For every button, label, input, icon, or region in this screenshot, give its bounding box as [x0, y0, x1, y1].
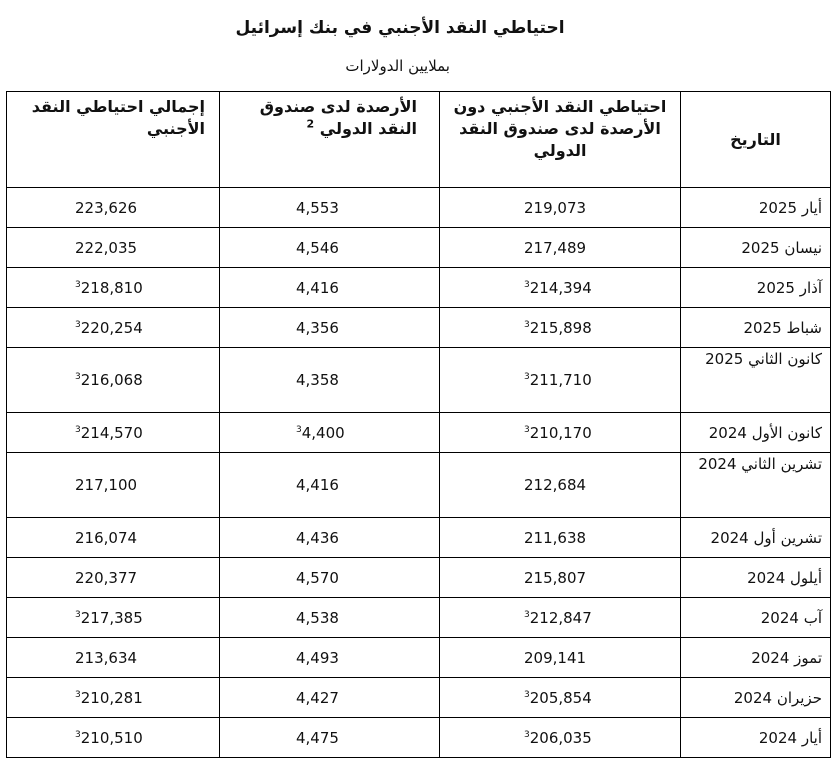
- table-row: [7, 518, 831, 558]
- footnote-marker: 3: [75, 372, 81, 382]
- header-total: إجمالي احتياطي النقد الأجنبي: [7, 92, 220, 188]
- cell-reserves: [440, 308, 681, 348]
- cell-reserves-value: [440, 424, 592, 442]
- cell-total: [7, 188, 220, 228]
- cell-total-value: [7, 609, 143, 627]
- footnote-marker: 3: [75, 609, 81, 620]
- footnote-marker: 3: [75, 319, 81, 330]
- cell-imf-balances-number: 4,416: [296, 278, 339, 297]
- cell-reserves: [440, 718, 681, 758]
- cell-total-value: [7, 476, 137, 494]
- table-row: [7, 308, 831, 348]
- cell-imf-balances: [220, 268, 440, 308]
- table-row: [7, 268, 831, 308]
- cell-total: [7, 518, 220, 558]
- cell-total: [7, 308, 220, 348]
- cell-reserves: [440, 268, 681, 308]
- cell-date: تشرين الثاني 2024: [681, 453, 831, 518]
- cell-date: نيسان 2025: [681, 228, 831, 268]
- cell-date: آب 2024: [681, 598, 831, 638]
- cell-imf-balances-number: 4,570: [296, 568, 339, 587]
- cell-total: [7, 558, 220, 598]
- cell-imf-balances-number: 4,546: [296, 238, 339, 257]
- cell-imf-balances-value: [220, 239, 339, 257]
- cell-imf-balances-number: 4,436: [296, 528, 339, 547]
- cell-imf-balances: [220, 678, 440, 718]
- cell-total-value: [7, 239, 137, 257]
- cell-imf-balances: [220, 413, 440, 453]
- table-row: [7, 228, 831, 268]
- cell-total-value: [7, 279, 143, 297]
- cell-reserves: [440, 348, 681, 413]
- footnote-marker: 3: [524, 372, 530, 382]
- cell-total: [7, 348, 220, 413]
- table-row: [7, 678, 831, 718]
- cell-total: [7, 268, 220, 308]
- cell-imf-balances: [220, 453, 440, 518]
- cell-date: حزيران 2024: [681, 678, 831, 718]
- table-row: [7, 638, 831, 678]
- table-row: [7, 348, 831, 413]
- cell-imf-balances: [220, 518, 440, 558]
- footnote-marker: 3: [524, 609, 530, 620]
- cell-imf-balances-value: [220, 476, 339, 494]
- cell-total-number: 213,634: [75, 648, 138, 667]
- cell-reserves-number: 212,684: [524, 476, 587, 494]
- reserves-table: [6, 91, 831, 758]
- cell-imf-balances: [220, 638, 440, 678]
- cell-reserves-value: [440, 569, 586, 587]
- cell-reserves-value: [440, 476, 586, 494]
- footnote-marker: 3: [296, 424, 302, 435]
- header-date: التاريخ: [681, 92, 831, 188]
- cell-imf-balances: [220, 188, 440, 228]
- cell-reserves: [440, 678, 681, 718]
- cell-imf-balances-number: 4,416: [296, 476, 339, 494]
- cell-total-number: 210,281: [80, 688, 143, 707]
- cell-total-value: [7, 319, 143, 337]
- cell-reserves: [440, 558, 681, 598]
- cell-date: تشرين أول 2024: [681, 518, 831, 558]
- cell-imf-balances-number: 4,475: [296, 728, 339, 747]
- cell-reserves-number: 215,807: [524, 568, 587, 587]
- cell-total-value: [7, 424, 143, 442]
- cell-date: كانون الأول 2024: [681, 413, 831, 453]
- footnote-marker: 3: [524, 689, 530, 700]
- cell-total: [7, 598, 220, 638]
- cell-total-number: 223,626: [75, 198, 138, 217]
- cell-reserves-number: 209,141: [524, 648, 587, 667]
- cell-reserves: [440, 453, 681, 518]
- table-row: [7, 558, 831, 598]
- cell-imf-balances-number: 4,400: [301, 423, 345, 442]
- footnote-marker: 3: [75, 424, 81, 435]
- cell-total-number: 222,035: [75, 238, 138, 257]
- cell-imf-balances-number: 4,538: [296, 608, 339, 627]
- cell-imf-balances-value: [220, 529, 339, 547]
- cell-reserves: [440, 228, 681, 268]
- cell-reserves-value: [440, 371, 592, 389]
- cell-imf-balances-value: [220, 689, 339, 707]
- cell-reserves-number: 217,489: [524, 238, 587, 257]
- cell-total-value: [7, 689, 143, 707]
- cell-reserves-number: 206,035: [529, 728, 592, 747]
- cell-date: أيلول 2024: [681, 558, 831, 598]
- cell-total-value: [7, 569, 137, 587]
- cell-total-number: 216,068: [80, 371, 143, 389]
- table-row: [7, 188, 831, 228]
- cell-reserves-value: [440, 279, 592, 297]
- cell-total: [7, 718, 220, 758]
- cell-reserves: [440, 638, 681, 678]
- cell-total-value: [7, 649, 137, 667]
- cell-reserves: [440, 518, 681, 558]
- cell-reserves-number: 212,847: [529, 608, 592, 627]
- cell-total-value: [7, 529, 137, 547]
- cell-reserves-number: 214,394: [529, 278, 592, 297]
- cell-total: [7, 678, 220, 718]
- footnote-marker: 3: [75, 729, 81, 740]
- cell-date: تموز 2024: [681, 638, 831, 678]
- cell-total: [7, 638, 220, 678]
- cell-reserves-number: 215,898: [529, 318, 592, 337]
- cell-imf-balances: [220, 598, 440, 638]
- cell-reserves-number: 219,073: [524, 198, 587, 217]
- cell-reserves-value: [440, 199, 586, 217]
- header-imf-balances: [220, 92, 440, 188]
- cell-date: آذار 2025: [681, 268, 831, 308]
- cell-total-number: 216,074: [75, 528, 138, 547]
- cell-imf-balances: [220, 228, 440, 268]
- cell-reserves-value: [440, 609, 592, 627]
- cell-reserves-value: [440, 649, 586, 667]
- cell-total: [7, 453, 220, 518]
- cell-reserves-value: [440, 319, 592, 337]
- cell-reserves-number: 210,170: [529, 423, 592, 442]
- cell-imf-balances: [220, 308, 440, 348]
- cell-reserves-value: [440, 529, 586, 547]
- header-imf-balances-label: الأرصدة لدى صندوق النقد الدولي: [259, 97, 417, 138]
- cell-date: كانون الثاني 2025: [681, 348, 831, 413]
- cell-reserves-number: 211,710: [529, 371, 592, 389]
- cell-reserves-value: [440, 239, 586, 257]
- table-row: [7, 413, 831, 453]
- footnote-marker: 3: [524, 729, 530, 740]
- cell-total-value: [7, 729, 143, 747]
- cell-reserves-value: [440, 689, 592, 707]
- cell-imf-balances: [220, 718, 440, 758]
- cell-imf-balances-value: [220, 371, 339, 389]
- cell-imf-balances-number: 4,358: [296, 371, 339, 389]
- cell-imf-balances-value: [220, 199, 339, 217]
- cell-imf-balances-value: [220, 319, 339, 337]
- footnote-marker: 3: [524, 319, 530, 330]
- table-row: [7, 453, 831, 518]
- footnote-marker: 3: [75, 689, 81, 700]
- cell-imf-balances-number: 4,356: [296, 318, 339, 337]
- cell-reserves-number: 211,638: [524, 528, 587, 547]
- footnote-marker: 3: [75, 279, 81, 290]
- cell-total: [7, 228, 220, 268]
- cell-date: أيار 2024: [681, 718, 831, 758]
- cell-total-number: 217,385: [80, 608, 143, 627]
- cell-reserves-value: [440, 729, 592, 747]
- cell-imf-balances: [220, 558, 440, 598]
- cell-imf-balances-number: 4,493: [296, 648, 339, 667]
- cell-total-number: 220,377: [75, 568, 138, 587]
- cell-total-value: [7, 371, 143, 389]
- footnote-marker: 3: [524, 424, 530, 435]
- table-row: [7, 598, 831, 638]
- cell-imf-balances-value: [220, 424, 345, 442]
- cell-date: أيار 2025: [681, 188, 831, 228]
- cell-total-value: [7, 199, 137, 217]
- cell-imf-balances-number: 4,427: [296, 688, 339, 707]
- cell-imf-balances-value: [220, 609, 339, 627]
- header-row: [7, 92, 831, 188]
- cell-reserves: [440, 188, 681, 228]
- table-title: احتياطي النقد الأجنبي في بنك إسرائيل: [235, 18, 565, 38]
- header-reserves-excl-imf: احتياطي النقد الأجنبي دون الأرصدة لدى صندوق النقد الدولي: [440, 92, 681, 188]
- cell-total-number: 220,254: [80, 318, 143, 337]
- cell-reserves: [440, 413, 681, 453]
- cell-imf-balances-value: [220, 649, 339, 667]
- cell-imf-balances-number: 4,553: [296, 198, 339, 217]
- cell-reserves-number: 205,854: [529, 688, 592, 707]
- cell-total-number: 218,810: [80, 278, 143, 297]
- cell-imf-balances-value: [220, 279, 339, 297]
- cell-total: [7, 413, 220, 453]
- table-row: [7, 718, 831, 758]
- cell-reserves: [440, 598, 681, 638]
- cell-imf-balances-value: [220, 569, 339, 587]
- table-subtitle: بملايين الدولارات: [345, 57, 450, 75]
- cell-total-number: 210,510: [80, 728, 143, 747]
- cell-total-number: 214,570: [80, 423, 143, 442]
- footnote-marker: 3: [524, 279, 530, 290]
- cell-total-number: 217,100: [75, 476, 138, 494]
- footnote-marker: 2: [306, 117, 315, 131]
- cell-imf-balances: [220, 348, 440, 413]
- cell-imf-balances-value: [220, 729, 339, 747]
- cell-date: شباط 2025: [681, 308, 831, 348]
